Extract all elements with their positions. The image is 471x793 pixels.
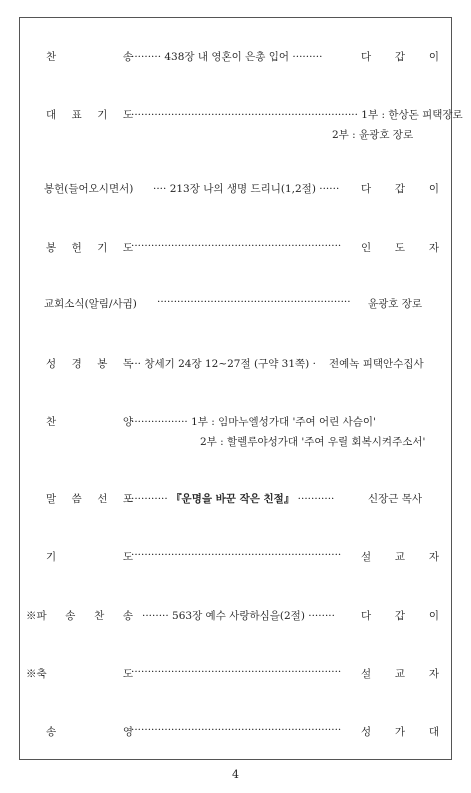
row-label: 성 경 봉 독 xyxy=(46,358,133,370)
row-middle: ······························································· xyxy=(131,666,342,678)
row-label: ※축 도 xyxy=(26,668,133,680)
row-middle-line2: 2부 : 윤광호 장로 xyxy=(332,129,414,141)
row-middle: ···· 213장 나의 생명 드리니(1,2절) ······ xyxy=(153,183,340,195)
row-middle: ·························································· xyxy=(157,296,351,308)
program-frame xyxy=(19,17,463,760)
row-middle: ········· 438장 내 영혼이 은총 입어 ········· xyxy=(131,51,323,63)
row-person: 전예녹 피택안수집사 xyxy=(329,358,424,370)
row-middle-line2: 2부 : 할렐루야성가대 '주여 우릴 회복시켜주소서' xyxy=(200,436,426,448)
sermon-title: 『운명을 바꾼 작은 친절』 xyxy=(171,493,295,505)
row-label: 봉 헌 기 도 xyxy=(46,242,133,254)
row-middle: ··········· 『운명을 바꾼 작은 친절』 ··········· xyxy=(131,493,335,505)
row-person: 설 교 자 xyxy=(361,551,439,563)
row-middle: ······························································· xyxy=(131,724,342,736)
row-person: 성 가 대 xyxy=(361,726,439,738)
row-label: 찬 송 xyxy=(46,51,133,63)
row-person: 다 갑 이 xyxy=(361,610,439,622)
row-label: 교회소식(알림/사귐) xyxy=(44,298,137,310)
row-middle: ···································································· 1부 : 한상돈 피택장로 xyxy=(131,109,463,121)
row-label: 대 표 기 도 xyxy=(46,109,133,121)
row-middle: ········ 563장 예수 사랑하심을(2절) ········ xyxy=(142,610,335,622)
row-middle: ······························································· xyxy=(131,240,342,252)
row-person: 신장근 목사 xyxy=(368,493,423,505)
row-label: 기 도 xyxy=(46,551,133,563)
row-middle: ················· 1부 : 임마누엘성가대 '주여 어린 사슴이' xyxy=(131,416,376,428)
row-person: 윤광호 장로 xyxy=(368,298,423,310)
row-label: 봉헌(들어오시면서) xyxy=(44,183,134,195)
page-number: 4 xyxy=(232,768,239,781)
row-person: 설 교 자 xyxy=(361,668,439,680)
row-middle: ······························································· xyxy=(131,549,342,561)
row-person: 다 갑 이 xyxy=(361,183,439,195)
row-label: 말 씀 선 포 xyxy=(46,493,133,505)
row-middle: ··· 창세기 24장 12~27절 (구약 31쪽) · xyxy=(131,358,316,370)
row-label: 찬 양 xyxy=(46,416,133,428)
row-label: ※파 송 찬 송 xyxy=(26,610,133,622)
row-person: 다 갑 이 xyxy=(361,51,439,63)
row-person: 인 도 자 xyxy=(361,242,439,254)
row-label: 송 영 xyxy=(46,726,133,738)
